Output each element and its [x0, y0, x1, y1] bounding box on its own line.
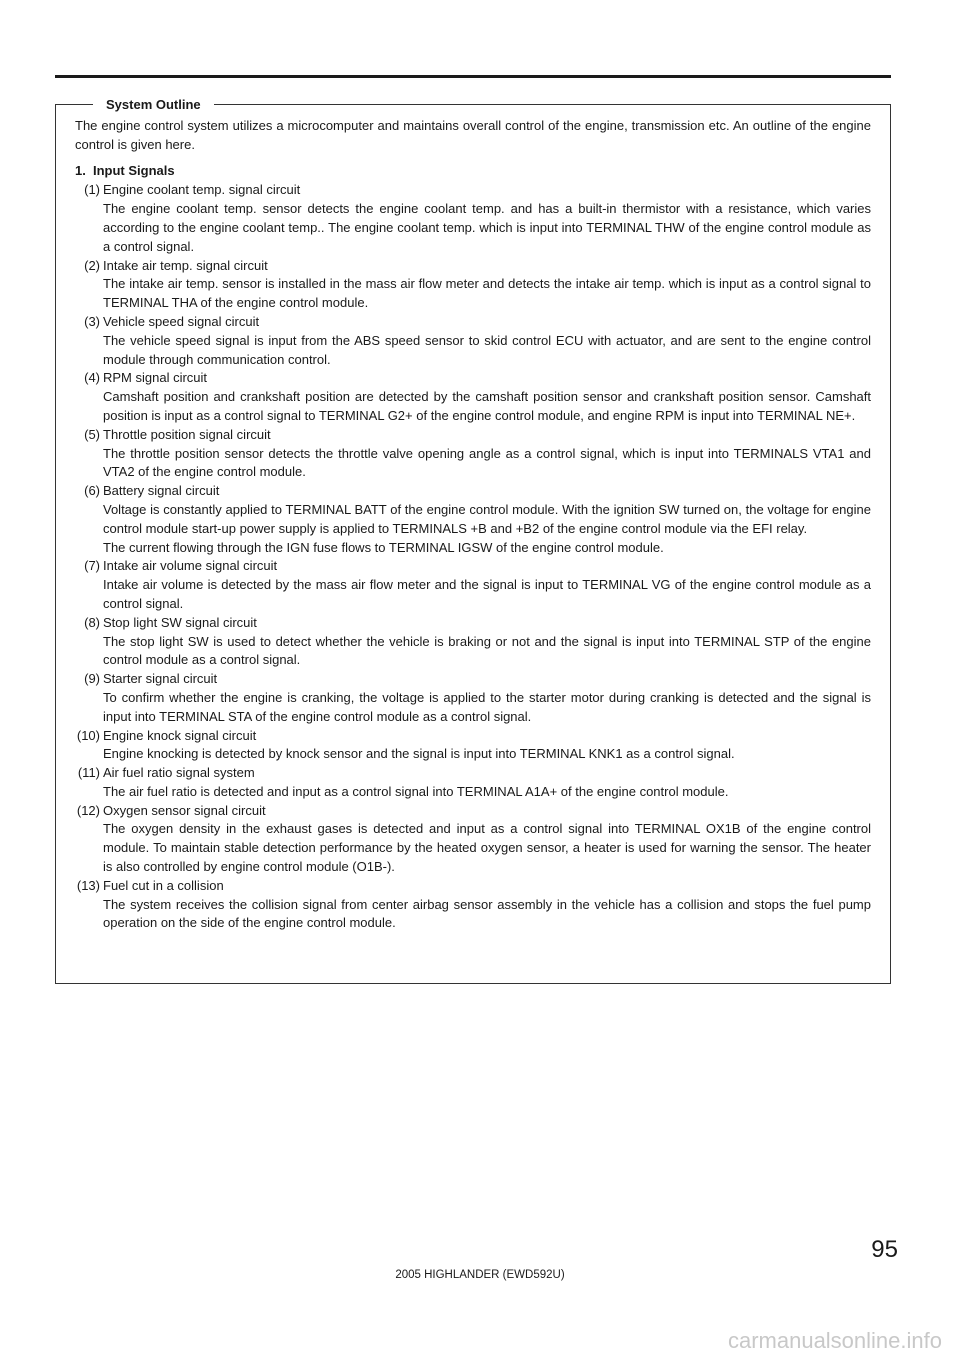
- item-number: (2): [84, 257, 100, 273]
- outline-content: [75, 117, 871, 933]
- item-number: (8): [84, 614, 100, 630]
- signal-item: [75, 557, 871, 613]
- item-title: Engine knock signal circuit: [103, 727, 257, 743]
- item-number: (12): [76, 802, 100, 818]
- item-title: RPM signal circuit: [103, 370, 208, 386]
- item-number: (1): [84, 182, 100, 198]
- item-description: The system receives the collision signal from center airbag sensor assembly in the vehicle has a collision and stops the fuel pump operation on the side of the engine control module.: [103, 896, 871, 931]
- item-description: The engine coolant temp. sensor detects the engine coolant temp. and has a built-in thermistor with a resistance, which varies according to the engine coolant temp.. The engine coolant temp. which is input into TERMINAL THW of the engine control module as a control signal.: [103, 201, 871, 254]
- item-description: Intake air volume is detected by the mass air flow meter and the signal is input to TERMINAL VG of the engine control module as a control signal.: [103, 577, 871, 611]
- item-number: (6): [84, 483, 100, 499]
- item-title: Intake air volume signal circuit: [103, 558, 278, 574]
- item-description: The air fuel ratio is detected and input as a control signal into TERMINAL A1A+ of the engine control module.: [103, 783, 729, 799]
- signal-item: [75, 802, 871, 877]
- item-title: Stop light SW signal circuit: [103, 614, 257, 630]
- item-title: Intake air temp. signal circuit: [103, 257, 268, 273]
- item-number: (3): [84, 313, 100, 329]
- signal-item: [75, 877, 871, 933]
- section-number: 1.: [75, 162, 86, 178]
- signal-item: [75, 313, 871, 369]
- page-number: 95: [871, 1236, 898, 1263]
- signal-item: [75, 181, 871, 256]
- item-number: (13): [76, 877, 100, 893]
- item-description: The vehicle speed signal is input from the ABS speed sensor to skid control ECU with actuator, and are sent to the engine control module through communication control.: [103, 332, 871, 367]
- signal-item: [75, 369, 871, 425]
- item-title: Air fuel ratio signal system: [103, 765, 255, 781]
- intro-paragraph: The engine control system utilizes a microcomputer and maintains overall control of the engine, transmission etc. An outline of the engine control is given here.: [75, 118, 871, 152]
- item-description: Camshaft position and crankshaft position are detected by the camshaft position sensor and crankshaft position sensor. Camshaft position is input as a control signal to TERMINAL G2+ of the engine control module, and engine RPM is input into TERMINAL NE+.: [103, 389, 871, 423]
- item-title: Oxygen sensor signal circuit: [103, 802, 266, 818]
- input-signal-list: [75, 181, 871, 933]
- signal-item: [75, 482, 871, 557]
- item-description: The oxygen density in the exhaust gases is detected and input as a control signal into TERMINAL OX1B of the engine control module. To maintain stable detection performance by the heated oxygen sensor, a heater is used for warning the sensor. The heater is also controlled by engine control module (O1B-).: [103, 821, 871, 875]
- item-description: The intake air temp. sensor is installed in the mass air flow meter and detects the intake air temp. which is input as a control signal to TERMINAL THA of the engine control module.: [103, 276, 871, 311]
- watermark: carmanualsonline.info: [727, 1328, 942, 1353]
- item-number: (9): [84, 671, 100, 687]
- section-title: Input Signals: [93, 162, 175, 178]
- item-number: (5): [84, 426, 100, 442]
- signal-item: [75, 614, 871, 670]
- item-number: (7): [84, 558, 100, 574]
- item-title: Vehicle speed signal circuit: [103, 313, 260, 329]
- item-title: Battery signal circuit: [103, 483, 220, 499]
- item-description: The throttle position sensor detects the throttle valve opening angle as a control signal, which is input into TERMINALS VTA1 and VTA2 of the engine control module.: [103, 445, 871, 480]
- section-heading: [75, 162, 871, 181]
- signal-item: [75, 670, 871, 726]
- item-description: The current flowing through the IGN fuse flows to TERMINAL IGSW of the engine control module.: [103, 539, 664, 555]
- item-title: Fuel cut in a collision: [103, 877, 224, 893]
- signal-item: [75, 764, 871, 802]
- item-description: Voltage is constantly applied to TERMINAL BATT of the engine control module. With the ignition SW turned on, the voltage for engine control module start-up power supply is applied to TERMINALS +B and +B2 of the engine control module via the EFI relay.: [103, 501, 871, 536]
- item-description: Engine knocking is detected by knock sensor and the signal is input into TERMINAL KNK1 as a control signal.: [103, 746, 735, 762]
- item-number: (4): [84, 370, 100, 386]
- item-number: (10): [76, 727, 100, 743]
- item-number: (11): [77, 765, 100, 781]
- footer-text: 2005 HIGHLANDER (EWD592U): [395, 1269, 565, 1281]
- top-rule: [55, 75, 891, 78]
- signal-item: [75, 727, 871, 765]
- signal-item: [75, 426, 871, 482]
- item-title: Throttle position signal circuit: [103, 426, 271, 442]
- item-description: To confirm whether the engine is cranking, the voltage is applied to the starter motor during cranking is detected and the signal is input into TERMINAL STA of the engine control module as a control signal.: [103, 689, 871, 724]
- signal-item: [75, 257, 871, 313]
- item-title: Starter signal circuit: [103, 671, 218, 687]
- item-description: The stop light SW is used to detect whether the vehicle is braking or not and the signal is input into TERMINAL STP of the engine control module as a control signal.: [103, 633, 871, 668]
- item-title: Engine coolant temp. signal circuit: [103, 182, 301, 198]
- box-title: System Outline: [93, 96, 214, 114]
